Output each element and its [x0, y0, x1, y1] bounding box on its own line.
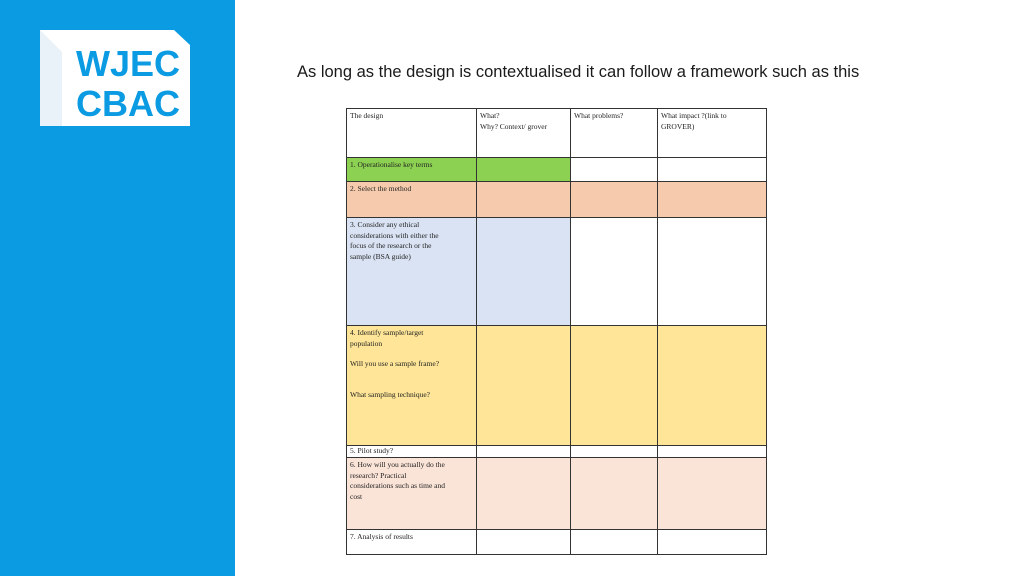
table-cell — [658, 326, 767, 446]
header-design: The design — [347, 109, 477, 158]
header-impact: What impact ?(link to GROVER) — [658, 109, 767, 158]
table-cell — [571, 158, 658, 182]
table-cell — [477, 182, 571, 218]
table-cell — [571, 326, 658, 446]
table-row — [347, 446, 767, 458]
table-cell — [658, 530, 767, 555]
table-cell — [658, 158, 767, 182]
row-label: 1. Operationalise key terms — [347, 158, 477, 182]
table-cell — [477, 458, 571, 530]
table-cell — [477, 530, 571, 555]
table-cell — [571, 530, 658, 555]
header-problems: What problems? — [571, 109, 658, 158]
table-row — [347, 218, 767, 326]
table-cell — [571, 458, 658, 530]
table-cell — [658, 182, 767, 218]
row-label: 6. How will you actually do the research? Practical considerations such as time and cost — [347, 458, 477, 530]
table-cell — [658, 458, 767, 530]
row-label: 3. Consider any ethical considerations with either the focus of the research or the sample (BSA guide) — [347, 218, 477, 326]
table-cell — [571, 218, 658, 326]
table-row — [347, 530, 767, 555]
table-cell — [571, 446, 658, 458]
table-cell — [658, 446, 767, 458]
table-header-row — [347, 109, 767, 158]
table-cell — [477, 218, 571, 326]
table-row — [347, 458, 767, 530]
svg-text:CBAC: CBAC — [76, 83, 180, 124]
wjec-cbac-logo — [40, 30, 192, 126]
table-row — [347, 158, 767, 182]
research-design-table — [346, 108, 767, 555]
table-cell — [477, 446, 571, 458]
sidebar — [0, 0, 235, 576]
table-cell — [477, 326, 571, 446]
row-label: 7. Analysis of results — [347, 530, 477, 555]
svg-text:WJEC: WJEC — [76, 43, 181, 84]
table-cell — [571, 182, 658, 218]
table-cell — [477, 158, 571, 182]
row-label: 5. Pilot study? — [347, 446, 477, 458]
headline: As long as the design is contextualised it can follow a framework such as this — [297, 63, 860, 81]
table-row — [347, 182, 767, 218]
table-row — [347, 326, 767, 446]
row-label: 4. Identify sample/target population Will you use a sample frame? What sampling technique? — [347, 326, 477, 446]
table-cell — [658, 218, 767, 326]
row-label: 2. Select the method — [347, 182, 477, 218]
header-what: What? Why? Context/ grover — [477, 109, 571, 158]
